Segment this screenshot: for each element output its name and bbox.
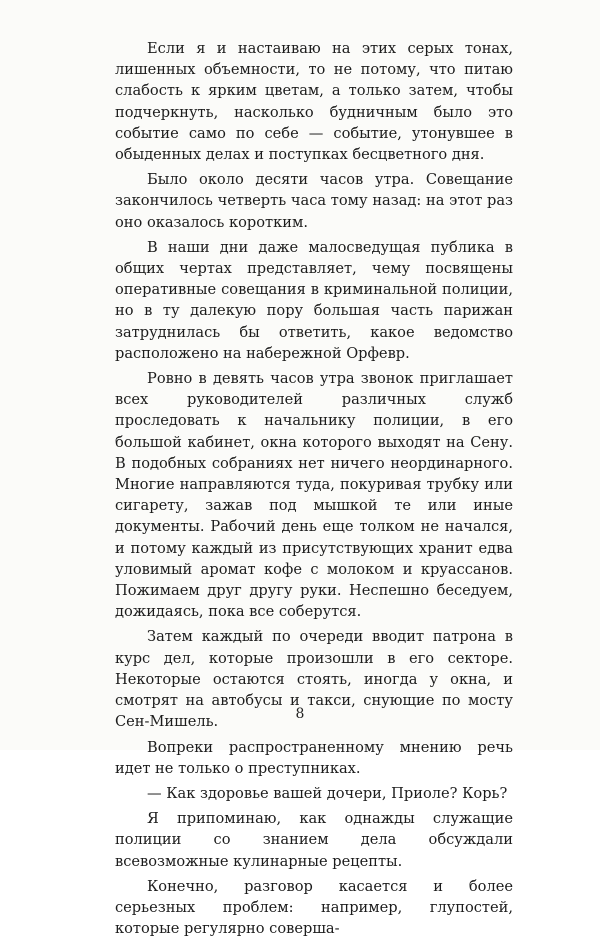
paragraph-7: — Как здоровье вашей дочери, Приоле? Корь? (147, 784, 508, 802)
paragraph-5: Затем каждый по очереди вводит патрона в курс дел, которые произошли в его секторе. Некоторые остаются стоять, иногда у окна, и смотрят на автобусы и такси, снующие по мосту Сен-Мишель. (115, 628, 513, 731)
body-text (115, 38, 513, 943)
paragraph-6: Вопреки распространенному мнению речь идет не только о преступниках. (115, 738, 513, 777)
paragraph-3: В наши дни даже малосведущая публика в общих чертах представляет, чему посвящены оперативные совещания в криминальной полиции, но в ту далекую пору большая часть парижан затруднилась бы ответить, какое ведомство расположено на набережной Орфевр. (115, 238, 513, 362)
paragraph-1: Если я и настаиваю на этих серых тонах, лишенных объемности, то не потому, что питаю слабость к ярким цветам, а только затем, чтобы подчеркнуть, насколько будничным было это событие само по себе — событие, утонувшее в обыденных делах и поступках бесцветного дня. (115, 40, 513, 164)
page-number: 8 (295, 706, 305, 722)
paragraph-2: Было около десяти часов утра. Совещание закончилось четверть часа тому назад: на этот раз оно оказалось коротким. (115, 171, 513, 231)
paragraph-9: Конечно, разговор касается и более серьезных проблем: например, глупостей, которые регулярно соверша- (115, 877, 513, 938)
paragraph-8: Я припоминаю, как однажды служащие полиции со знанием дела обсуждали всевозможные кулинарные рецепты. (115, 810, 513, 870)
paragraph-4: Ровно в девять часов утра звонок приглашает всех руководителей различных служб проследовать к начальнику полиции, в его большой кабинет, окна которого выходят на Сену. В подобных собраниях нет ничего неординарного. Многие направляются туда, покуривая трубку или сигарету, зажав под мышкой те или иные документы. Рабочий день еще толком не начался, и потому каждый из присутствующих хранит едва уловимый аромат кофе с молоком и круассанов. Пожимаем друг другу руки. Неспешно беседуем, дожидаясь, пока все соберутся. (115, 370, 513, 621)
